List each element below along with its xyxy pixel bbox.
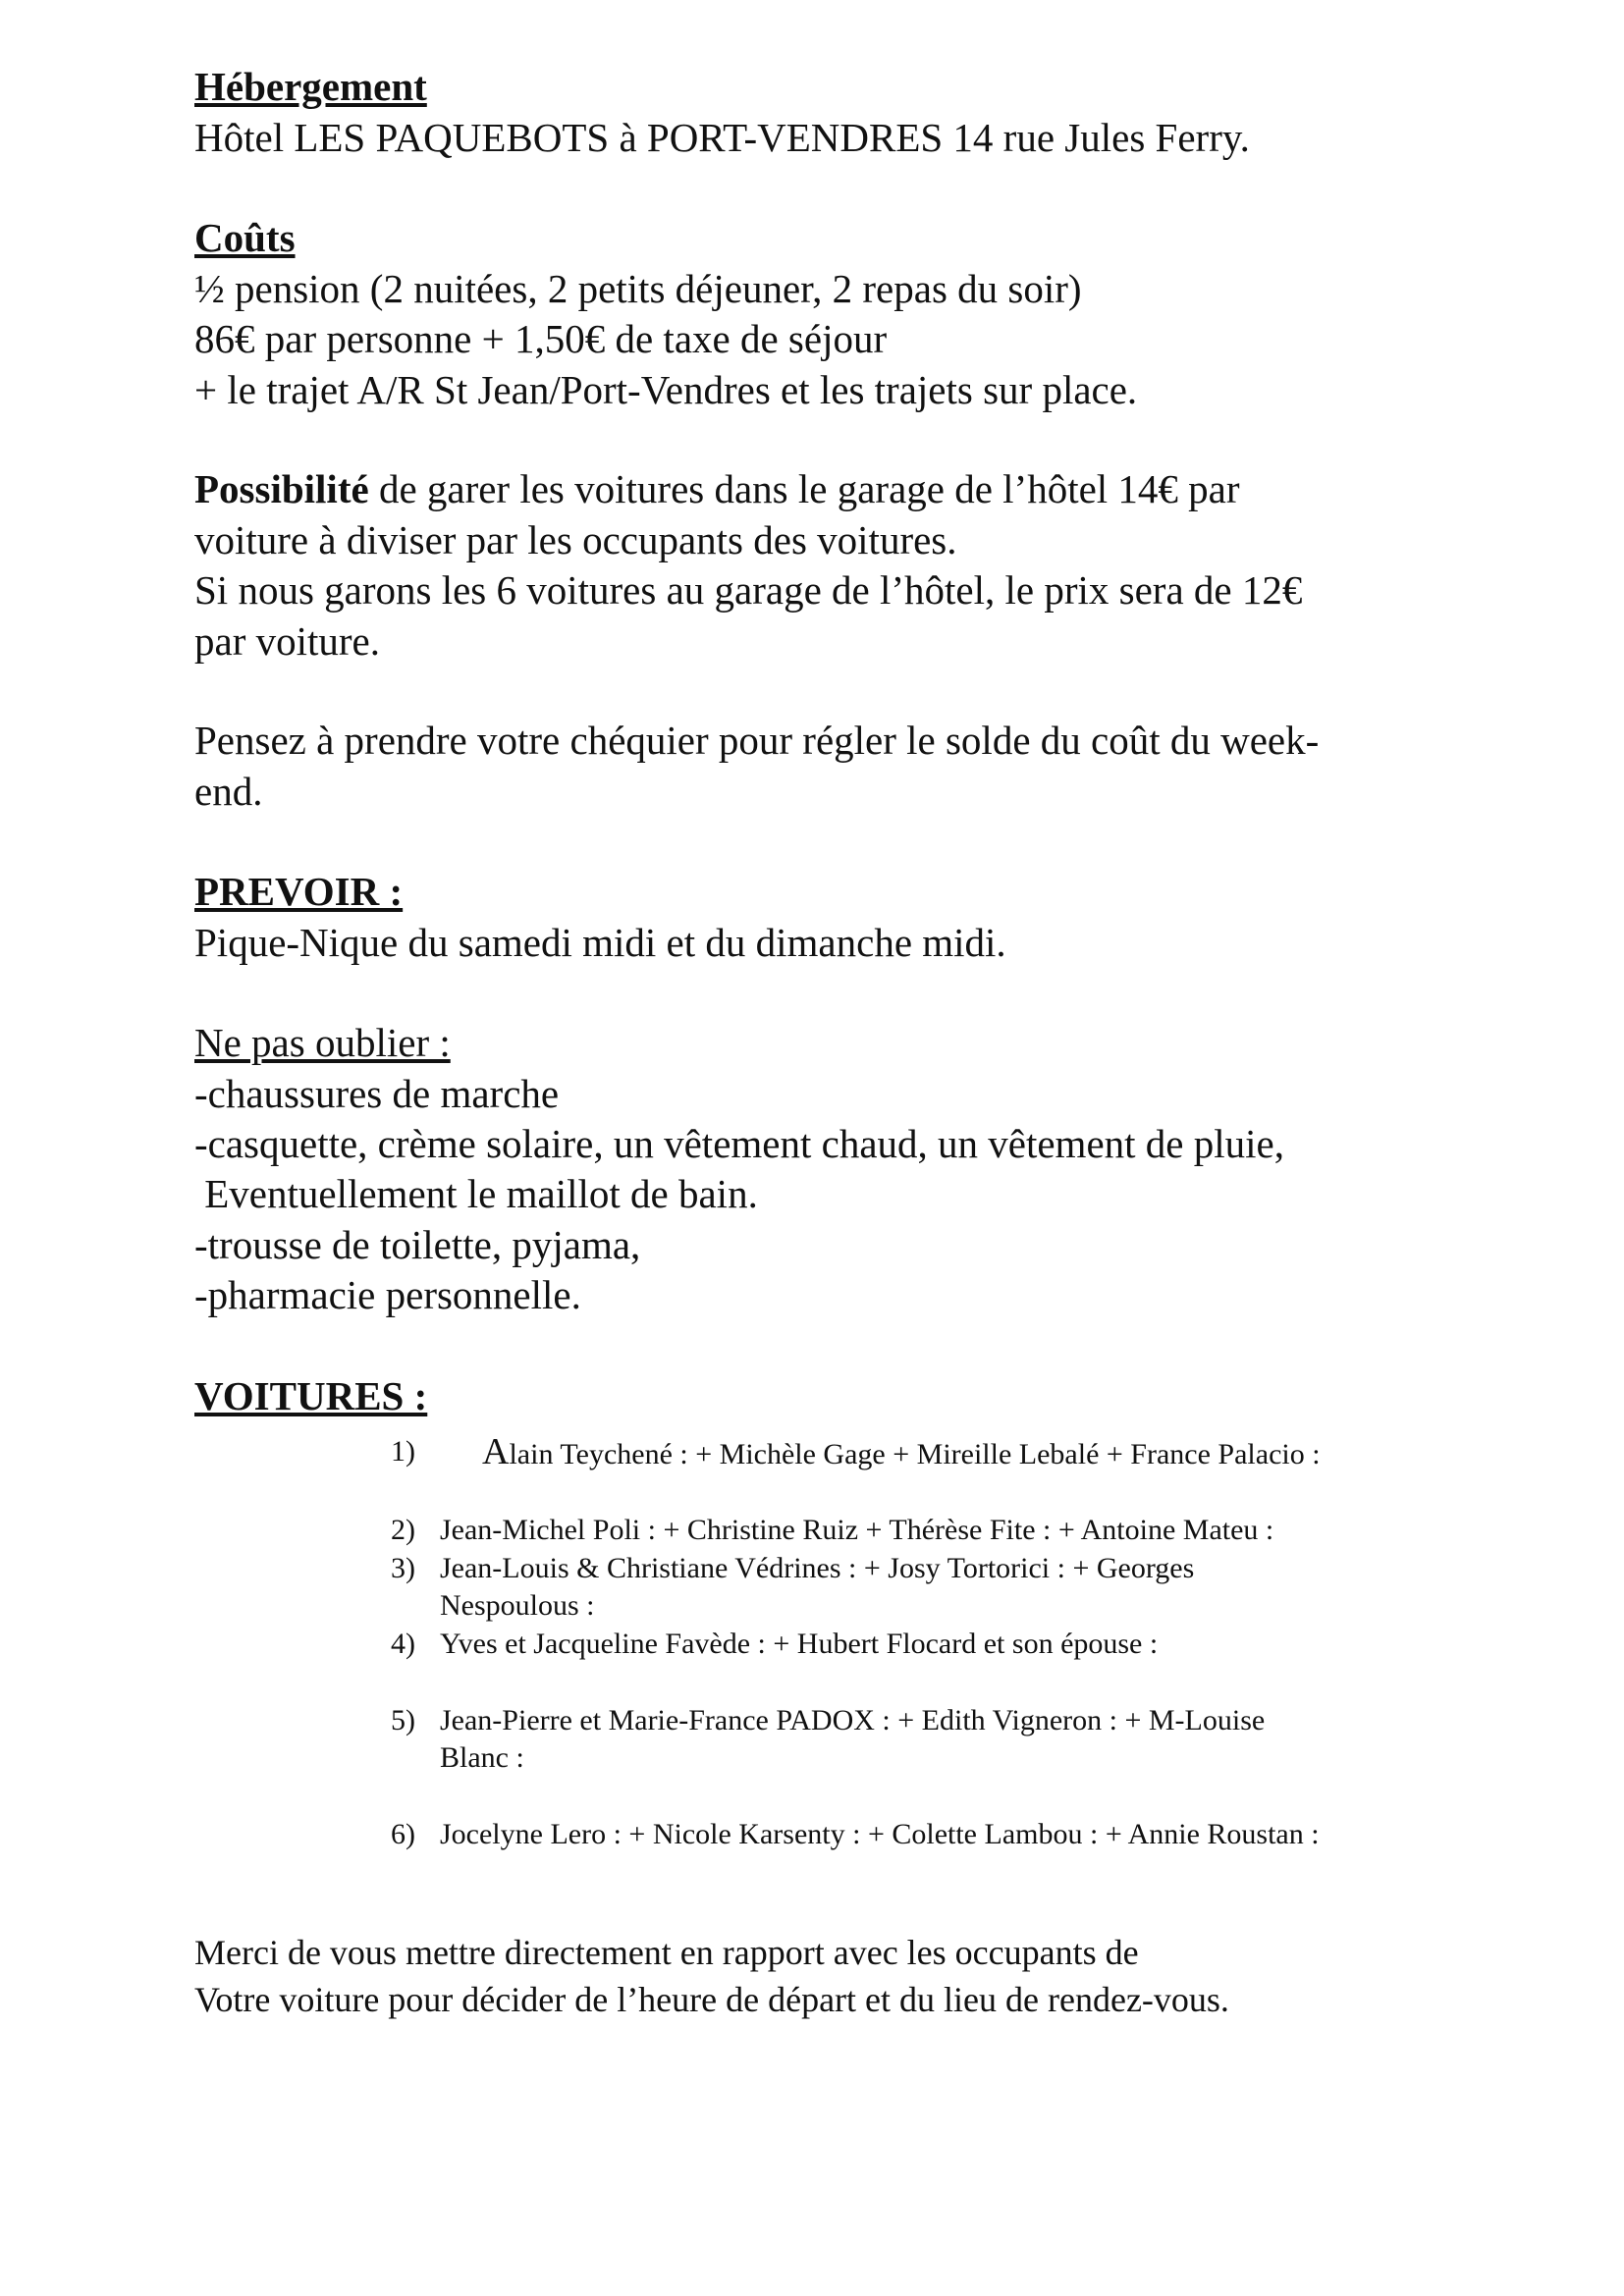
- car-occupants: Jean-Pierre et Marie-France PADOX : + Edith Vigneron : + M-Louise: [440, 1704, 1266, 1736]
- oublier-item: Eventuellement le maillot de bain.: [194, 1171, 758, 1216]
- car-occupants-cont: Blanc :: [440, 1741, 524, 1774]
- possibilite-bold: Possibilité: [194, 466, 369, 511]
- hebergement-text: Hôtel LES PAQUEBOTS à PORT-VENDRES 14 rue Jules Ferry.: [194, 115, 1250, 160]
- couts-line: 86€ par personne + 1,50€ de taxe de séjour: [194, 316, 888, 361]
- car-first-letter: A: [482, 1431, 510, 1472]
- prevoir-heading: PREVOIR :: [194, 869, 404, 914]
- oublier-item: -pharmacie personnelle.: [194, 1272, 581, 1317]
- closing-line: Merci de vous mettre directement en rapport avec les occupants de: [194, 1933, 1139, 1972]
- oublier-item: -casquette, crème solaire, un vêtement chaud, un vêtement de pluie,: [194, 1121, 1284, 1166]
- possibilite-rest: de garer les voitures dans le garage de l’hôtel 14€ par: [368, 466, 1240, 511]
- oublier-item: -chaussures de marche: [194, 1071, 560, 1116]
- possibilite-line: [194, 463, 1240, 514]
- possibilite-line: par voiture.: [194, 618, 380, 664]
- car-occupants: Jocelyne Lero : + Nicole Karsenty : + Colette Lambou : + Annie Roustan :: [440, 1818, 1320, 1850]
- possibilite-line: voiture à diviser par les occupants des voitures.: [194, 517, 957, 562]
- car-occupants-cont: Nespoulous :: [440, 1589, 595, 1622]
- car-occupants: Jean-Michel Poli : + Christine Ruiz + Thérèse Fite : + Antoine Mateu :: [440, 1514, 1274, 1546]
- voitures-heading: VOITURES :: [194, 1373, 428, 1418]
- car-number: 3): [391, 1552, 415, 1584]
- car-number: 2): [391, 1514, 415, 1546]
- couts-line: ½ pension (2 nuitées, 2 petits déjeuner, 2 repas du soir): [194, 266, 1082, 311]
- couts-heading: Coûts: [194, 215, 296, 260]
- possibilite-line: Si nous garons les 6 voitures au garage de l’hôtel, le prix sera de 12€: [194, 567, 1303, 613]
- car-number: 6): [391, 1818, 415, 1850]
- hebergement-heading: Hébergement: [194, 64, 427, 109]
- car-occupants: Alain Teychené : + Michèle Gage + Mireille Lebalé + France Palacio :: [482, 1431, 1321, 1472]
- car-number: 1): [391, 1435, 415, 1468]
- couts-line: + le trajet A/R St Jean/Port-Vendres et les trajets sur place.: [194, 367, 1138, 412]
- oublier-heading: Ne pas oublier :: [194, 1020, 451, 1065]
- prevoir-text: Pique-Nique du samedi midi et du dimanche midi.: [194, 920, 1006, 965]
- car-number: 4): [391, 1628, 415, 1660]
- cheque-line: end.: [194, 769, 263, 814]
- car-occupants: Yves et Jacqueline Favède : + Hubert Flocard et son épouse :: [440, 1628, 1159, 1660]
- cheque-line: Pensez à prendre votre chéquier pour régler le solde du coût du week-: [194, 718, 1320, 763]
- closing-line: Votre voiture pour décider de l’heure de départ et du lieu de rendez-vous.: [194, 1980, 1229, 2019]
- car-number: 5): [391, 1704, 415, 1736]
- oublier-item: -trousse de toilette, pyjama,: [194, 1222, 641, 1267]
- car-occupants: Jean-Louis & Christiane Védrines : + Josy Tortorici : + Georges: [440, 1552, 1195, 1584]
